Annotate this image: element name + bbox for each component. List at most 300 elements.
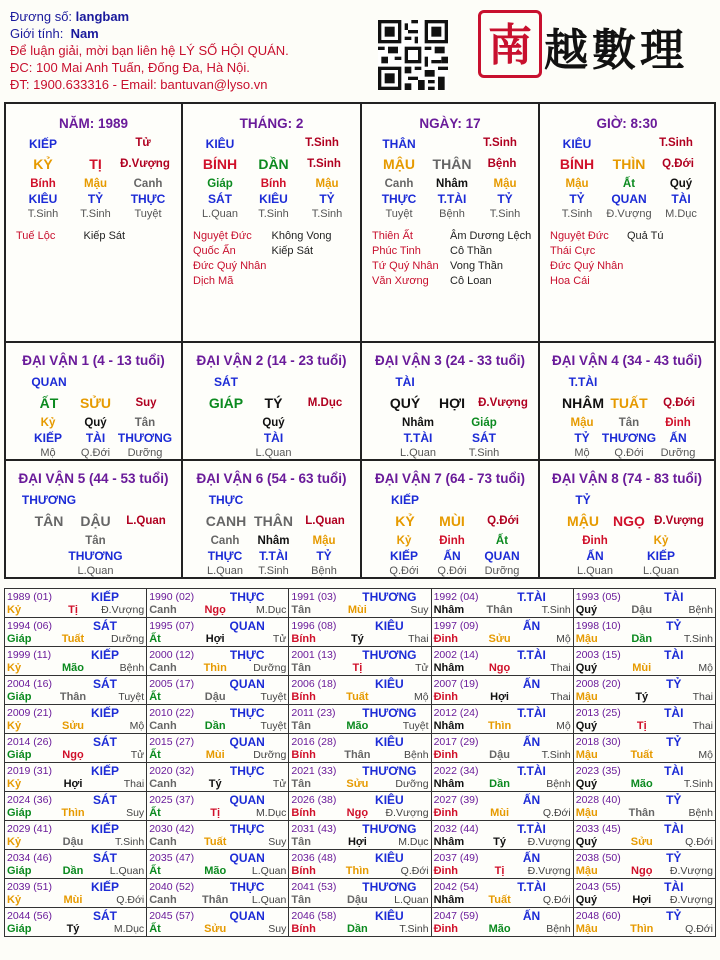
annual-cell-body — [291, 792, 428, 820]
gender-label: Giới tính: — [10, 26, 64, 41]
hidden-stem: Bính — [30, 178, 56, 190]
annual-row — [5, 618, 716, 647]
dai-van-title: ĐẠI VẬN 7 (64 - 73 tuổi) — [374, 471, 526, 486]
pillar-phase: Bệnh — [487, 158, 517, 170]
year-label: 2039 (51) — [7, 881, 52, 893]
year-phase: Đ.Vượng — [527, 865, 571, 877]
year-branch: Tị — [494, 865, 505, 877]
year-branch: Dần — [489, 778, 510, 790]
year-label: 2043 (55) — [575, 881, 621, 893]
year-branch: Tý — [493, 836, 506, 848]
hidden-phase: Dưỡng — [127, 447, 163, 459]
annual-row — [5, 850, 716, 879]
hidden-phase: Tuyệt — [134, 208, 162, 220]
year-stem: Tân — [291, 604, 311, 616]
year-phase: Suy — [126, 807, 145, 819]
annual-cell-body — [7, 734, 144, 762]
year-god: SÁT — [93, 735, 117, 749]
hidden-phase: Q.Đới — [614, 447, 644, 459]
annual-cell-body — [149, 821, 286, 849]
year-branch: Tuất — [488, 894, 511, 906]
year-branch: Tuất — [61, 633, 85, 645]
hidden-phase: L.Quan — [206, 565, 244, 577]
year-phase: M.Dục — [256, 807, 287, 819]
year-label: 1997 (09) — [433, 620, 479, 632]
hidden-god: T.TÀI — [259, 549, 288, 563]
year-god: QUAN — [229, 619, 265, 633]
year-label: 2007 (19) — [433, 678, 479, 690]
year-branch: Mão — [62, 662, 84, 674]
pillar-phase: Q.Đới — [662, 158, 694, 170]
year-god: SÁT — [93, 851, 117, 865]
year-branch: Thìn — [345, 865, 369, 877]
annual-cell — [573, 850, 715, 879]
year-god: THỰC — [229, 880, 265, 894]
hidden-stem: Nhâm — [257, 535, 290, 547]
annual-cell-body — [7, 589, 144, 617]
hidden-god: KIẾP — [33, 431, 62, 445]
pillar-top-phase: T.Sinh — [483, 137, 517, 149]
annual-cell — [5, 821, 147, 850]
year-label: 2009 (21) — [7, 707, 52, 719]
year-phase: Mộ — [556, 720, 571, 732]
year-phase: Suy — [410, 604, 429, 616]
year-stem: Canh — [149, 894, 177, 906]
year-phase: Tuyệt — [260, 691, 287, 703]
pillar-branch: TỊ — [89, 156, 102, 172]
year-label: 2045 (57) — [149, 910, 195, 922]
year-branch: Mùi — [632, 662, 652, 674]
year-label: 2048 (60) — [575, 910, 621, 922]
year-stem: Đinh — [433, 749, 459, 761]
year-label: 2028 (40) — [575, 794, 621, 806]
year-label: 2047 (59) — [433, 910, 479, 922]
year-phase: Đ.Vượng — [669, 894, 713, 906]
year-label: 2036 (48) — [291, 852, 337, 864]
annual-cell — [573, 676, 715, 705]
year-stem: Ất — [149, 923, 161, 935]
year-branch: Hợi — [632, 894, 652, 906]
dai-van-4 — [538, 341, 716, 461]
annual-cell — [147, 763, 289, 792]
year-branch: Tý — [635, 691, 649, 703]
annual-cell — [431, 676, 573, 705]
year-phase: Đ.Vượng — [527, 836, 571, 848]
dai-van-title: ĐẠI VẬN 1 (4 - 13 tuổi) — [22, 353, 165, 368]
dai-van-title: ĐẠI VẬN 6 (54 - 63 tuổi) — [196, 471, 347, 486]
year-god: THỰC — [229, 822, 265, 836]
header-info — [10, 8, 289, 93]
hidden-stem: Giáp — [207, 178, 233, 190]
annual-cell-body — [434, 676, 571, 704]
annual-cell — [5, 589, 147, 618]
year-branch: Mùi — [347, 604, 367, 616]
annual-cell — [431, 705, 573, 734]
pillar-stem: BÍNH — [202, 156, 238, 172]
year-phase: Bệnh — [546, 778, 571, 790]
hidden-stem: Tân — [85, 535, 106, 547]
year-phase: T.Sinh — [683, 633, 713, 645]
year-god: TỶ — [666, 735, 682, 749]
dai-van-god: THỰC — [208, 493, 244, 507]
year-stem: Nhâm — [433, 894, 465, 906]
year-god: KIẾP — [90, 590, 119, 604]
hidden-god: THỰC — [381, 192, 417, 206]
year-god: T.TÀI — [517, 706, 546, 720]
hidden-god: THỰC — [130, 192, 166, 206]
annual-cell-body — [7, 908, 144, 936]
annual-cell-body — [291, 734, 428, 762]
year-branch: Sửu — [630, 836, 653, 848]
year-god: KIÊU — [375, 793, 404, 807]
hidden-stem: Ất — [622, 178, 636, 190]
annual-cell-body — [149, 618, 286, 646]
year-phase: Tuyệt — [118, 691, 145, 703]
dai-van-branch: TÝ — [264, 395, 283, 411]
hidden-phase: Tuyệt — [385, 208, 413, 220]
star-bad: Không Vong — [271, 230, 332, 242]
year-god: TÀI — [664, 880, 684, 894]
year-branch: Dậu — [62, 836, 84, 848]
hidden-phase: Q.Đới — [80, 447, 111, 459]
annual-cell-body — [576, 763, 713, 791]
year-stem: Giáp — [7, 691, 32, 703]
year-stem: Mậu — [575, 923, 598, 935]
hidden-phase: T.Sinh — [561, 208, 593, 220]
star-bad: Kiếp Sát — [83, 230, 126, 242]
annual-cell-body — [7, 705, 144, 733]
hidden-god: SÁT — [472, 431, 496, 445]
year-stem: Đinh — [433, 807, 459, 819]
hidden-god: TỶ — [319, 192, 335, 206]
year-branch: Ngọ — [62, 749, 84, 761]
year-branch: Dậu — [489, 749, 510, 761]
year-stem: Canh — [149, 720, 177, 732]
annual-cell — [147, 676, 289, 705]
dai-van-branch: SỬU — [79, 395, 112, 411]
year-branch: Sửu — [488, 633, 511, 645]
year-god: SÁT — [93, 793, 117, 807]
year-stem: Ất — [149, 865, 161, 877]
year-branch: Thìn — [630, 923, 654, 935]
hidden-phase: T.Sinh — [27, 208, 59, 220]
annual-cell — [5, 647, 147, 676]
hidden-god: ẤN — [586, 549, 604, 563]
year-phase: Q.Đới — [400, 865, 429, 877]
year-phase: Dưỡng — [111, 633, 145, 645]
annual-cell-body — [576, 647, 713, 675]
hidden-stem: Mậu — [493, 178, 517, 190]
year-phase: L.Quan — [394, 894, 429, 906]
dai-van-god: SÁT — [214, 375, 238, 389]
hidden-god: THƯƠNG — [601, 431, 657, 445]
hidden-phase: Bệnh — [311, 565, 337, 577]
year-stem: Kỷ — [7, 894, 22, 906]
year-stem: Mậu — [575, 807, 598, 819]
year-stem: Mậu — [575, 749, 598, 761]
year-label: 2033 (45) — [575, 823, 621, 835]
annual-cell-body — [576, 792, 713, 820]
year-branch: Thân — [344, 749, 371, 761]
annual-cell-body — [434, 647, 571, 675]
annual-cell-body — [576, 589, 713, 617]
dai-van-phase: M.Dục — [307, 397, 343, 409]
hidden-stem: Canh — [210, 535, 240, 547]
hidden-phase: L.Quan — [399, 447, 437, 459]
year-god: QUAN — [229, 851, 265, 865]
annual-cell — [289, 821, 431, 850]
hidden-god: THƯƠNG — [68, 549, 123, 563]
hidden-phase: L.Quan — [576, 565, 614, 577]
annual-cell — [431, 618, 573, 647]
annual-cell-body — [149, 792, 286, 820]
year-label: 2027 (39) — [433, 794, 479, 806]
annual-cell — [147, 792, 289, 821]
year-label: 2016 (28) — [291, 736, 337, 748]
year-stem: Nhâm — [433, 836, 465, 848]
year-phase: L.Quan — [251, 865, 287, 877]
annual-cell-body — [149, 908, 286, 936]
year-god: SÁT — [93, 677, 117, 691]
year-phase: Bệnh — [688, 807, 713, 819]
year-god: TỶ — [666, 677, 682, 691]
dai-van-branch: MÙI — [439, 513, 465, 529]
dai-van-title: ĐẠI VẬN 4 (34 - 43 tuổi) — [551, 353, 703, 368]
hidden-god: TỶ — [574, 431, 590, 445]
owner-value: langbam — [75, 9, 130, 24]
hidden-stem: Quý — [262, 417, 285, 429]
year-label: 2038 (50) — [575, 852, 621, 864]
year-label: 2030 (42) — [149, 823, 195, 835]
hidden-stem: Đinh — [439, 535, 465, 547]
year-label: 2008 (20) — [575, 678, 621, 690]
annual-cell — [5, 850, 147, 879]
annual-cell — [5, 763, 147, 792]
year-label: 2023 (35) — [575, 765, 621, 777]
star-bad: Âm Dương Lệch — [450, 230, 532, 242]
dai-van-stem: TÂN — [34, 513, 64, 529]
year-god: THỰC — [229, 590, 265, 604]
annual-cell — [147, 589, 289, 618]
year-stem: Quý — [575, 720, 598, 732]
dai-van-5 — [4, 459, 183, 579]
year-stem: Nhâm — [433, 662, 465, 674]
annual-cell — [573, 763, 715, 792]
dai-van-branch: DẬU — [80, 513, 111, 529]
hidden-phase: L.Quan — [77, 565, 114, 577]
hidden-phase: Dưỡng — [484, 565, 520, 577]
hidden-stem: Kỷ — [40, 417, 56, 429]
year-branch: Dậu — [631, 604, 653, 616]
year-label: 2017 (29) — [433, 736, 479, 748]
annual-cell-body — [7, 792, 144, 820]
star-good: Phúc Tinh — [372, 245, 421, 257]
dai-van-god: KIẾP — [390, 493, 419, 507]
year-stem: Đinh — [433, 923, 459, 935]
pillar-top-phase: T.Sinh — [305, 137, 339, 149]
hidden-phase: L.Quan — [642, 565, 680, 577]
year-branch: Sửu — [61, 720, 85, 732]
year-phase: M.Dục — [256, 604, 287, 616]
annual-cell — [5, 734, 147, 763]
year-stem: Quý — [575, 662, 598, 674]
hidden-stem: Đinh — [665, 417, 691, 429]
annual-cell — [289, 647, 431, 676]
annual-cell — [289, 589, 431, 618]
hidden-stem: Kỷ — [653, 535, 669, 547]
annual-cell — [431, 647, 573, 676]
hidden-stem: Mậu — [570, 417, 594, 429]
year-phase: Dưỡng — [253, 662, 287, 674]
year-branch: Sửu — [204, 923, 227, 935]
hidden-god: T.TÀI — [437, 192, 467, 206]
annual-row — [5, 589, 716, 618]
annual-cell — [289, 792, 431, 821]
year-god: T.TÀI — [517, 590, 546, 604]
year-branch: Dậu — [204, 691, 226, 703]
year-label: 1991 (03) — [291, 591, 337, 603]
annual-cell — [431, 908, 573, 937]
star-good: Nguyệt Đức — [550, 230, 609, 242]
year-stem: Kỷ — [7, 836, 22, 848]
year-branch: Hợi — [205, 633, 225, 645]
annual-cell-body — [7, 676, 144, 704]
year-stem: Quý — [575, 836, 598, 848]
annual-cell-body — [576, 908, 713, 936]
year-label: 2010 (22) — [149, 707, 195, 719]
year-god: KIẾP — [90, 822, 119, 836]
pillar-stem-god: KIÊU — [205, 137, 235, 151]
annual-cell — [289, 618, 431, 647]
year-phase: L.Quan — [109, 865, 145, 877]
dai-van-stem: QUÝ — [389, 395, 421, 411]
annual-cell — [5, 879, 147, 908]
year-phase: Q.Đới — [116, 894, 145, 906]
year-stem: Đinh — [433, 865, 459, 877]
year-phase: Đ.Vượng — [385, 807, 429, 819]
year-label: 2018 (30) — [575, 736, 621, 748]
pillar-branch: THÂN — [432, 156, 472, 172]
annual-cell — [431, 763, 573, 792]
year-branch: Tuất — [630, 749, 653, 761]
year-label: 1995 (07) — [149, 620, 195, 632]
year-stem: Canh — [149, 836, 177, 848]
hidden-phase: T.Sinh — [311, 208, 343, 220]
hidden-phase: Mộ — [40, 447, 56, 459]
pillar-4 — [538, 102, 716, 343]
year-phase: Thai — [692, 691, 713, 703]
annual-cell-body — [149, 676, 286, 704]
year-phase: Tử — [272, 778, 287, 790]
year-label: 2021 (33) — [291, 765, 337, 777]
year-god: QUAN — [229, 909, 265, 923]
year-branch: Thân — [59, 691, 87, 703]
dai-van-stem: GIÁP — [208, 395, 244, 411]
annual-cell-body — [291, 647, 428, 675]
annual-cell — [573, 792, 715, 821]
year-label: 2003 (15) — [575, 649, 621, 661]
year-god: SÁT — [93, 619, 117, 633]
annual-cell-body — [576, 705, 713, 733]
year-label: 2002 (14) — [433, 649, 479, 661]
annual-cell-body — [7, 763, 144, 791]
star-good: Đức Quý Nhân — [193, 260, 267, 272]
dai-van-stem: ẤT — [39, 395, 59, 411]
dai-van-7 — [360, 459, 540, 579]
star-good: Thái Cực — [550, 245, 596, 257]
annual-cell-body — [149, 850, 286, 878]
year-label: 2019 (31) — [7, 765, 52, 777]
annual-cell — [431, 734, 573, 763]
annual-cell — [573, 589, 715, 618]
hidden-stem: Kỷ — [396, 535, 412, 547]
brand-seal: 南 — [478, 10, 542, 78]
year-phase: M.Dục — [113, 923, 145, 935]
annual-cell — [147, 734, 289, 763]
annual-row — [5, 792, 716, 821]
hidden-god: QUAN — [611, 192, 647, 206]
year-label: 2011 (23) — [291, 707, 336, 719]
annual-cell-body — [149, 763, 286, 791]
year-phase: Thai — [408, 633, 429, 645]
hidden-god: TỶ — [316, 549, 332, 563]
annual-cell-body — [434, 589, 571, 617]
year-branch: Ngọ — [346, 807, 369, 819]
dai-van-title: ĐẠI VẬN 5 (44 - 53 tuổi) — [18, 471, 169, 486]
year-stem: Canh — [149, 778, 177, 790]
year-god: T.TÀI — [517, 764, 546, 778]
annual-cell-body — [434, 734, 571, 762]
annual-cell — [289, 705, 431, 734]
star-good: Dịch Mã — [193, 275, 234, 287]
pillar-title: NGÀY: 17 — [419, 116, 481, 131]
hidden-god: TỶ — [569, 192, 585, 206]
hidden-phase: Q.Đới — [389, 565, 419, 577]
year-god: TÀI — [664, 822, 684, 836]
annual-cell — [573, 734, 715, 763]
year-branch: Thìn — [203, 662, 227, 674]
hidden-god: KIẾP — [646, 549, 675, 563]
star-good: Đức Quý Nhân — [550, 260, 624, 272]
annual-cell — [573, 879, 715, 908]
year-phase: Q.Đới — [685, 923, 713, 935]
year-branch: Ngọ — [204, 604, 226, 616]
annual-cell-body — [291, 763, 428, 791]
year-god: QUAN — [229, 793, 265, 807]
annual-cell-body — [434, 763, 571, 791]
dai-van-phase: Suy — [135, 397, 157, 409]
annual-cell — [573, 705, 715, 734]
year-branch: Thân — [202, 894, 229, 906]
dai-van-phase: Đ.Vượng — [478, 397, 528, 409]
year-label: 2022 (34) — [433, 765, 479, 777]
year-god: TỶ — [666, 851, 682, 865]
year-label: 2004 (16) — [7, 678, 52, 690]
year-label: 1998 (10) — [575, 620, 621, 632]
dai-van-title: ĐẠI VẬN 2 (14 - 23 tuổi) — [196, 353, 347, 368]
year-god: ẤN — [522, 735, 541, 749]
dai-van-branch: HỢI — [439, 395, 465, 411]
year-label: 1990 (02) — [149, 591, 195, 603]
year-phase: Tử — [272, 633, 287, 645]
owner-label: Đương số: — [10, 9, 73, 24]
year-branch: Dậu — [346, 894, 368, 906]
annual-cell — [5, 705, 147, 734]
year-god: T.TÀI — [517, 822, 546, 836]
annual-cell-body — [434, 908, 571, 936]
pillar-2 — [181, 102, 362, 343]
year-label: 1996 (08) — [291, 620, 337, 632]
